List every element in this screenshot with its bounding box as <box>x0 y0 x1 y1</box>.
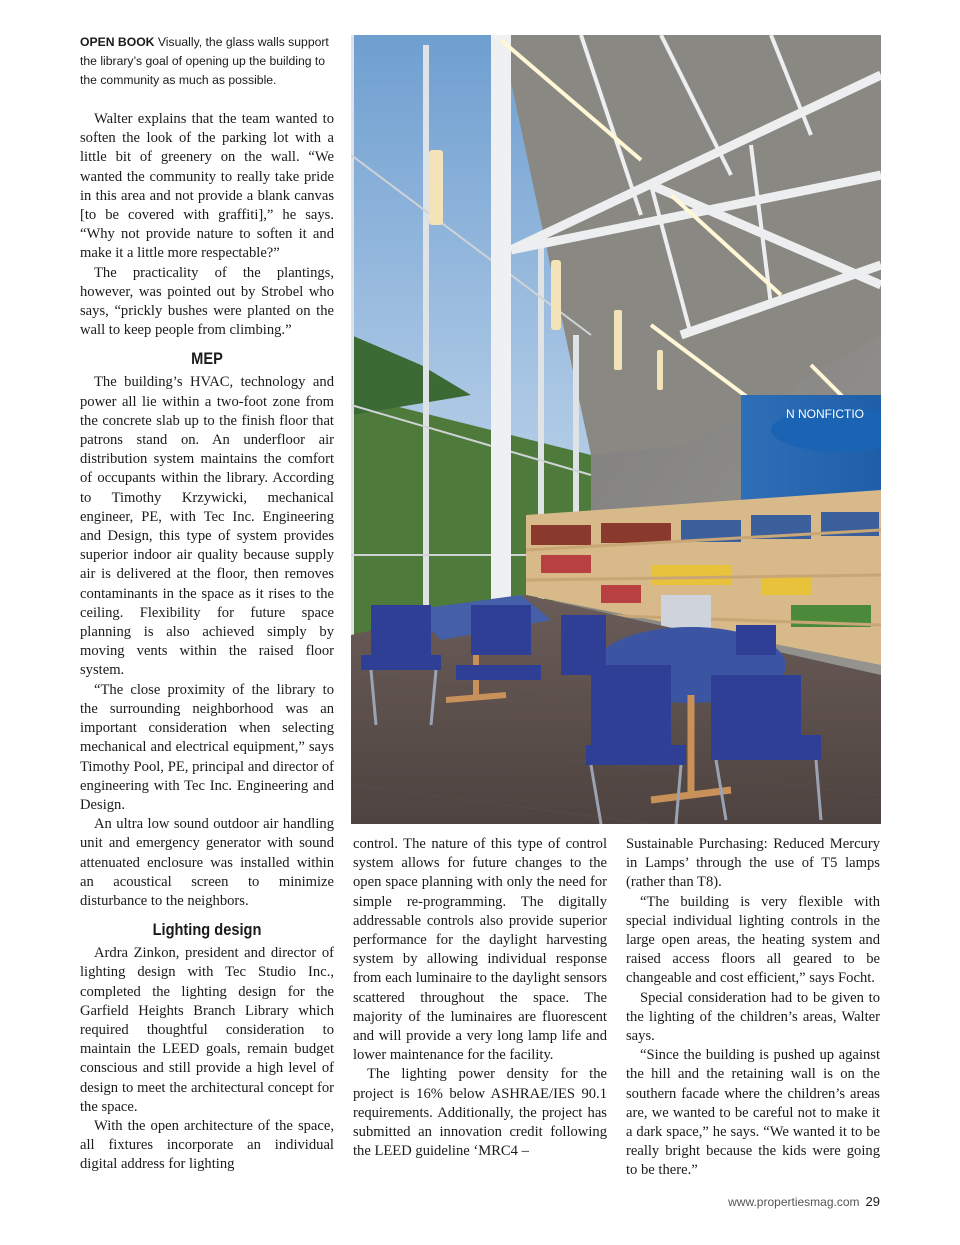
chair <box>711 675 801 735</box>
paragraph: Sustainable Purchasing: Reduced Mercury in Lamps’ through the use of T5 lamps (rather than T8). <box>626 836 880 891</box>
library-interior-photo <box>351 35 881 824</box>
caption-lead: OPEN BOOK <box>80 35 155 49</box>
page-footer <box>640 1194 880 1209</box>
paragraph: Ardra Zinkon, president and director of lighting design with Tec Studio Inc., completed the lighting design for the Garfield Heights Branch Library which required thoughtful consideration to maintain the LEED goals, remain budget conscious and still provide a high level of design to meet the architectural concept for the space. <box>80 945 334 1115</box>
paragraph: control. The nature of this type of control system allows for future changes to the open space planning with only the need for simple re-programming. The digitally addressable controls also provide superior performance for the daylight harvesting system by allowing individual response from each luminaire to the daylight sensors scattered throughout the space. The majority of the luminaires are fluorescent and will provide a very long lamp life and lower maintenance for the facility. <box>353 836 607 1064</box>
footer-url[interactable]: www.propertiesmag.com <box>728 1195 860 1209</box>
section-heading-mep: MEP <box>191 349 223 369</box>
paragraph: The building’s HVAC, technology and power all lie within a two-foot zone from the concrete slab up to the finish floor that patrons stand on. An underfloor air distribution system maintains the comfort of occupants within the library. According to Timothy Krzywicki, mechanical engineer, PE, with Tec Inc. Engineering and Design, this type of system provides superior indoor air quality because supply air is delivered at the floor, then removes contaminants in the space as it rises to the ceiling. Flexibility for future space planning is also achieved simply by moving vents within the raised floor system. <box>80 374 334 679</box>
chair <box>471 605 531 655</box>
paragraph: The lighting power density for the project is 16% below ASHRAE/IES 90.1 requirements. Additionally, the project has submitted an innovation credit following the LEED guideline ‘MRC4 – <box>353 1066 607 1160</box>
paragraph: Special consideration had to be given to the lighting of the children’s areas, Walter says. <box>626 989 880 1045</box>
paragraph: The practicality of the plantings, however, was pointed out by Strobel who says, “prickly bushes were planted on the wall to keep people from climbing.” <box>80 264 334 339</box>
chair <box>371 605 431 655</box>
paragraph: “Since the building is pushed up against the hill and the retaining wall is on the southern facade where the children’s areas are, we wanted to be careful not to make it a dark space,” he says. “We wanted it to be really bright because the kids were going to be there.” <box>626 1047 880 1179</box>
article-column-3 <box>626 835 880 1181</box>
article-column-2 <box>353 835 607 1161</box>
paragraph: “The close proximity of the library to the surrounding neighborhood was an important consideration when selecting mechanical and electrical equipment,” says Timothy Pool, PE, principal and director of engineering with Tec Inc. Engineering and Design. <box>80 681 334 813</box>
paragraph: “The building is very flexible with special individual lighting controls in the large open areas, the heating system and raised access floors all geared to be changeable and cost efficient,” says Focht. <box>626 893 880 987</box>
paragraph: An ultra low sound outdoor air handling unit and emergency generator with sound attenuated enclosure was installed within an acoustical screen to minimize disturbance to the neighbors. <box>80 816 334 909</box>
article-column-1 <box>80 110 334 1175</box>
photo-caption <box>80 33 342 90</box>
caption-text: Visually, the glass walls support the library’s goal of opening up the building to the community as much as possible. <box>80 35 329 87</box>
paragraph: With the open architecture of the space, all fixtures incorporate an individual digital address for lighting <box>80 1117 334 1173</box>
paragraph: Walter explains that the team wanted to soften the look of the parking lot with a little bit of greenery on the wall. “We wanted the community to really take pride in this area and not provide a blank canvas [to be covered with graffiti],” he says. “Why not provide nature to soften it and make it a little more respectable?” <box>80 111 334 262</box>
page-number: 29 <box>865 1194 880 1209</box>
chair <box>591 665 671 755</box>
section-heading-lighting: Lighting design <box>152 920 262 940</box>
column <box>491 35 511 605</box>
nonfiction-sign: N NONFICTIO <box>786 407 864 421</box>
